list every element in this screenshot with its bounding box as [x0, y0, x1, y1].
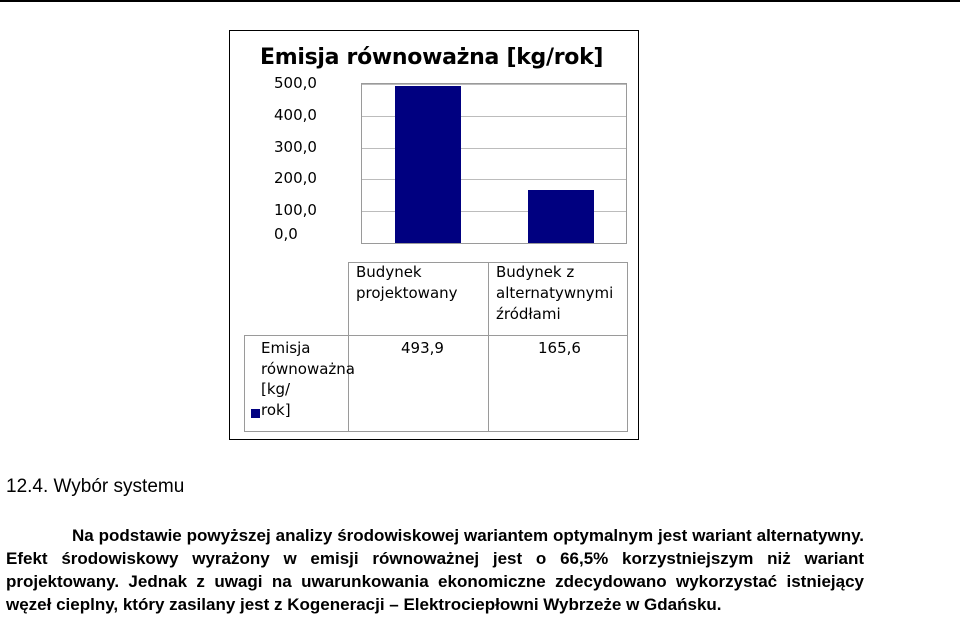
y-tick-label: 300,0	[274, 137, 317, 156]
category-label: Budynek projektowany	[356, 263, 458, 302]
table-line	[244, 431, 628, 432]
y-tick-label: 400,0	[274, 105, 317, 124]
data-table	[244, 262, 628, 432]
table-line	[488, 262, 489, 432]
section-heading: 12.4. Wybór systemu	[6, 476, 185, 497]
category-label: Budynek z alternatywnymi źródłami	[496, 263, 614, 323]
y-tick-label: 0,0	[274, 225, 298, 243]
chart-title: Emisja równoważna [kg/rok]	[260, 45, 604, 70]
table-line	[244, 335, 628, 336]
plot-area	[361, 83, 627, 244]
data-value-label: 493,9	[401, 339, 444, 357]
y-tick-label: 100,0	[274, 201, 317, 220]
legend-swatch	[251, 409, 260, 418]
bar	[395, 86, 461, 243]
chart	[229, 30, 639, 440]
body-paragraph: Na podstawie powyższej analizy środowiskowej wariantem optymalnym jest wariant alternatywny. Efekt środowiskowy wyrażony w emisji równoważnej jest o 66,5% korzystniejszym niż wariant projektowany. Jednak z uwagi na uwarunkowania ekonomiczne zdecydowano wykorzystać istniejący węzeł cieplny, który zasilany jest z Kogeneracji – Elektrociepłowni Wybrzeże w Gdańsku.	[6, 526, 864, 614]
y-tick-label: 200,0	[274, 169, 317, 188]
table-line	[627, 262, 628, 432]
y-tick-label: 500,0	[274, 74, 317, 92]
bar	[528, 190, 594, 243]
gridline	[362, 84, 626, 85]
data-value-label: 165,6	[538, 339, 581, 357]
page-top-rule	[0, 0, 960, 2]
table-line	[244, 335, 245, 432]
legend-label: Emisja równoważna [kg/ rok]	[261, 339, 355, 419]
